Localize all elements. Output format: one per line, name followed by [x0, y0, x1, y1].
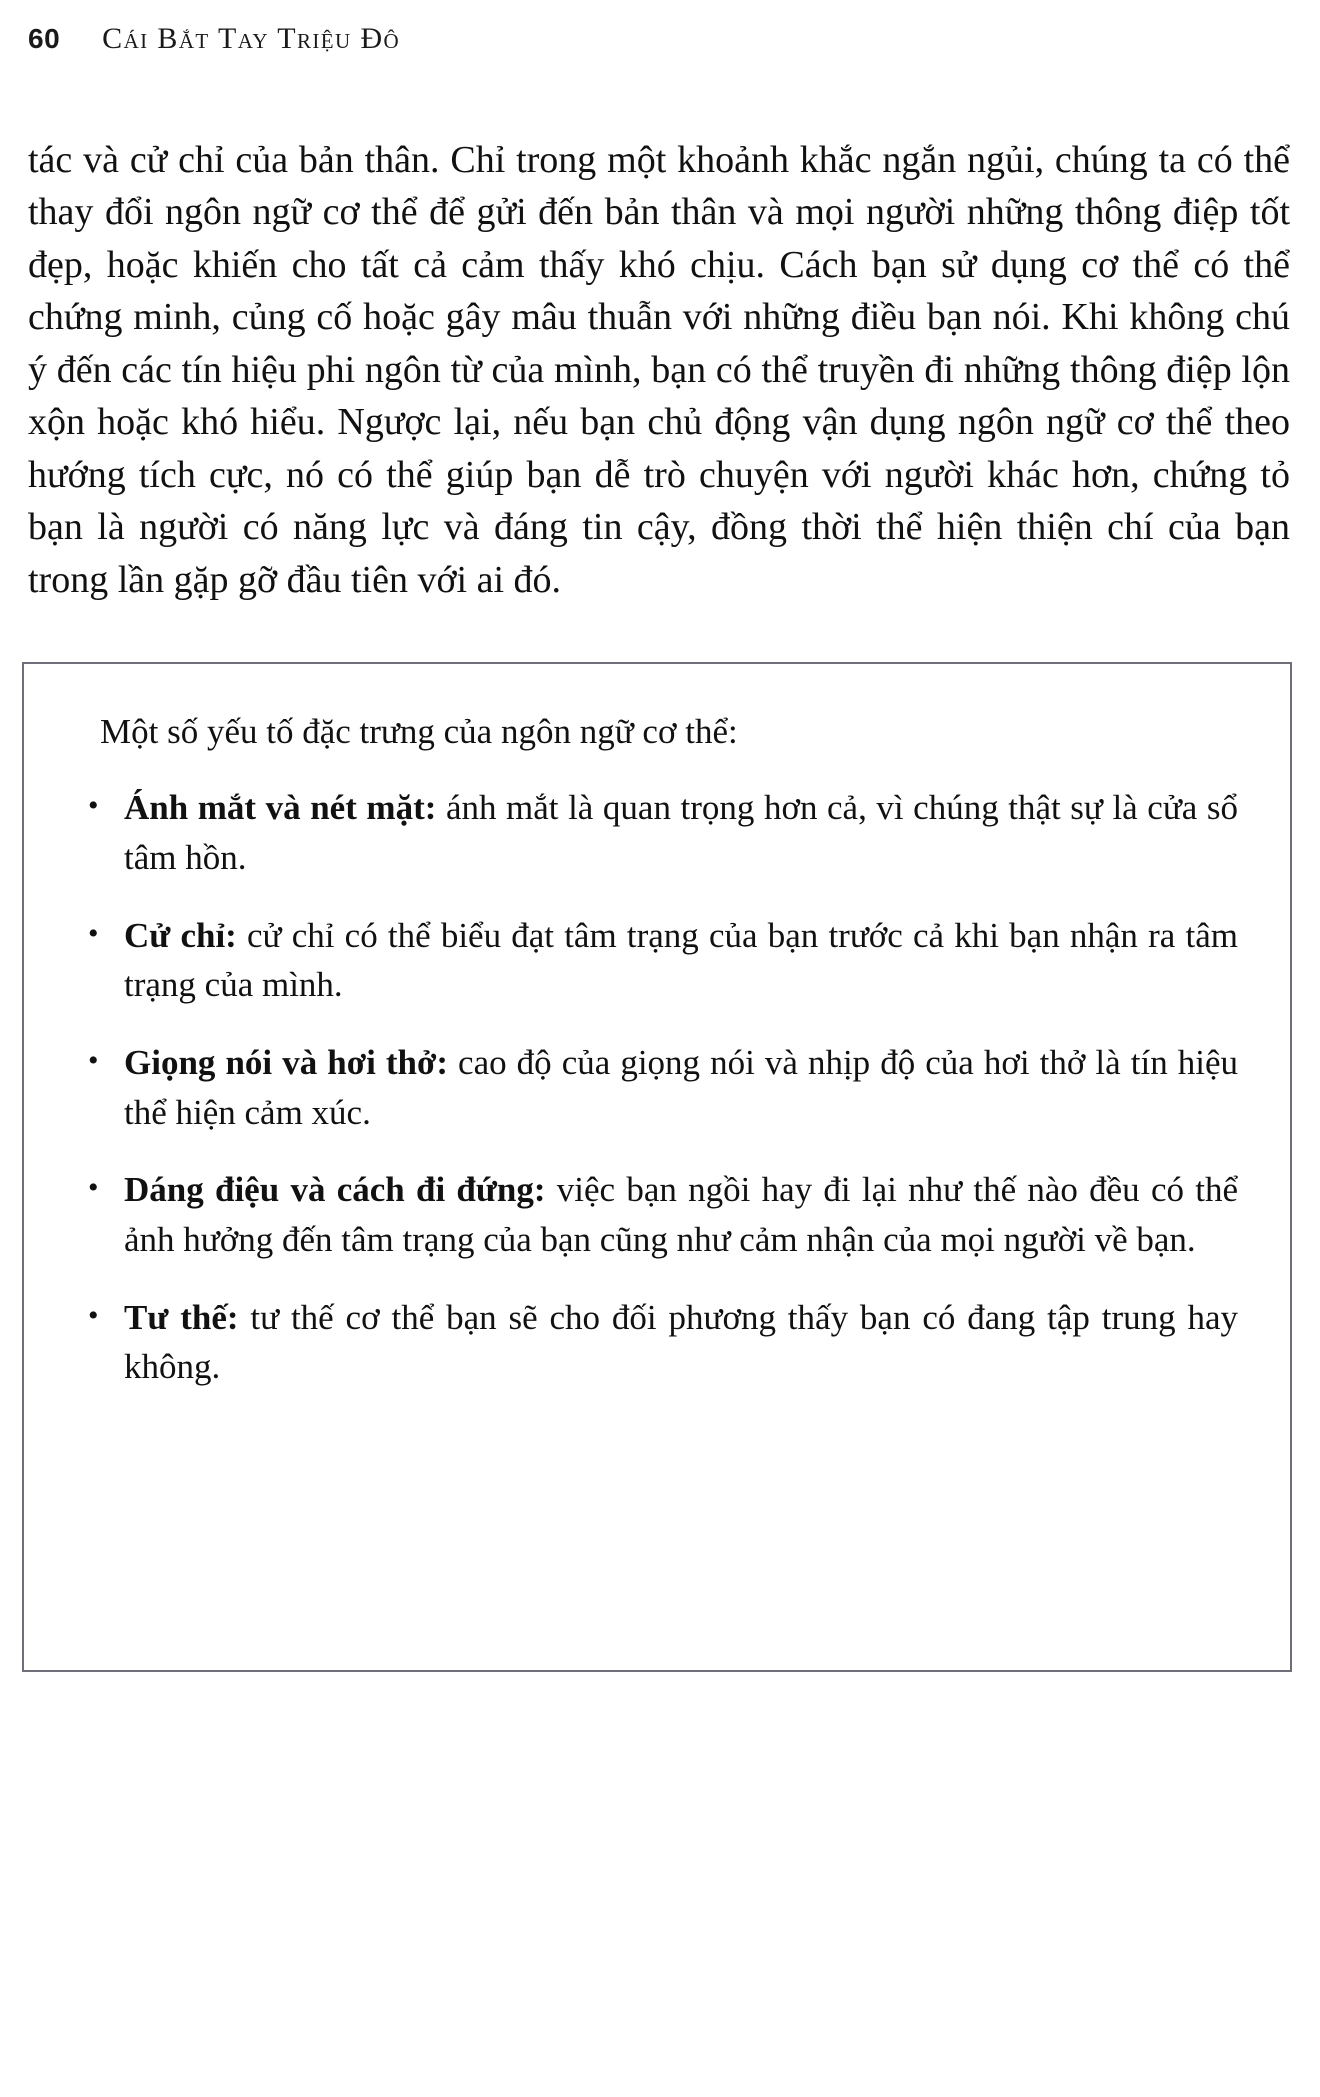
bullet-icon: • [88, 1171, 99, 1205]
list-item [72, 783, 1238, 882]
list-item [72, 1165, 1238, 1264]
bullet-icon: • [88, 1043, 99, 1077]
list-item [72, 1293, 1238, 1392]
list-item-term: Ánh mắt và nét mặt: [124, 788, 437, 828]
running-head [0, 0, 1320, 56]
bullet-icon: • [88, 916, 99, 950]
body-text-block [28, 134, 1290, 606]
paragraph: tác và cử chỉ của bản thân. Chỉ trong một khoảnh khắc ngắn ngủi, chúng ta có thể thay đổi ngôn ngữ cơ thể để gửi đến bản thân và mọi người những thông điệp tốt đẹp, hoặc khiến cho tất cả cảm thấy khó chịu. Cách bạn sử dụng cơ thể có thể chứng minh, củng cố hoặc gây mâu thuẫn với những điều bạn nói. Khi không chú ý đến các tín hiệu phi ngôn từ của mình, bạn có thể truyền đi những thông điệp lộn xộn hoặc khó hiểu. Ngược lại, nếu bạn chủ động vận dụng ngôn ngữ cơ thể theo hướng tích cực, nó có thể giúp bạn dễ trò chuyện với người khác hơn, chứng tỏ bạn là người có năng lực và đáng tin cậy, đồng thời thể hiện thiện chí của bạn trong lần gặp gỡ đầu tiên với ai đó. [28, 139, 1290, 601]
list-item-term: Giọng nói và hơi thở: [124, 1042, 449, 1082]
list-item [72, 911, 1238, 1010]
list-item [72, 1038, 1238, 1137]
callout-intro: Một số yếu tố đặc trưng của ngôn ngữ cơ thể: [100, 711, 738, 751]
list-item-text: cử chỉ có thể biểu đạt tâm trạng của bạn trước cả khi bạn nhận ra tâm trạng của mình. [124, 915, 1238, 1005]
list-item-term: Cử chỉ: [124, 915, 237, 955]
bullet-icon: • [88, 1298, 99, 1332]
list-item-text: việc bạn ngồi hay đi lại như thế nào đều có thể ảnh hưởng đến tâm trạng của bạn cũng như cảm nhận của mọi người về bạn. [124, 1170, 1238, 1259]
book-title: Cái Bắt Tay Triệu Đô [102, 22, 401, 55]
page-number: 60 [28, 23, 61, 54]
list-item-term: Tư thế: [124, 1297, 239, 1337]
list-item-text: tư thế cơ thể bạn sẽ cho đối phương thấy bạn có đang tập trung hay không. [124, 1297, 1238, 1387]
callout-box [22, 662, 1292, 1672]
bullet-icon: • [88, 789, 99, 823]
callout-list [72, 783, 1238, 1392]
list-item-term: Dáng điệu và cách đi đứng: [124, 1170, 546, 1210]
list-item-text: cao độ của giọng nói và nhịp độ của hơi thở là tín hiệu thể hiện cảm xúc. [124, 1042, 1238, 1132]
list-item-text: ánh mắt là quan trọng hơn cả, vì chúng thật sự là cửa sổ tâm hồn. [124, 788, 1238, 877]
